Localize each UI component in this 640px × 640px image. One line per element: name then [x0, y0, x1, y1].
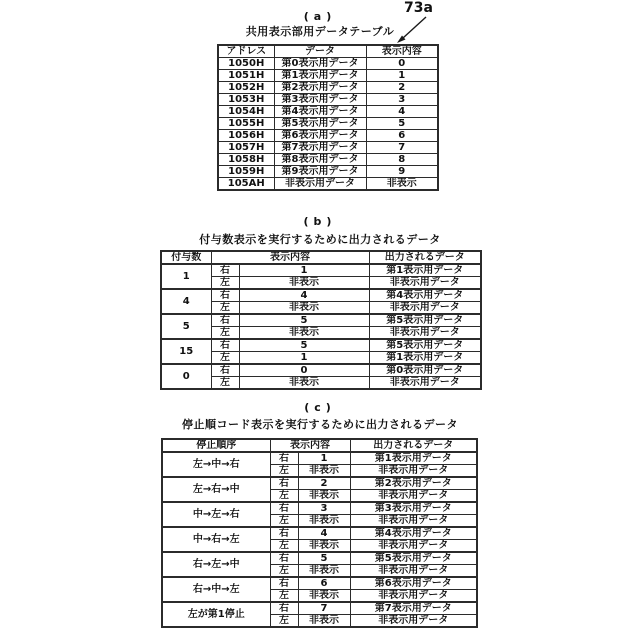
output-data-cell: 非表示用データ	[350, 565, 477, 578]
side-cell: 右	[270, 552, 298, 565]
display-value-cell: 3	[298, 502, 350, 515]
address-cell: 1059H	[218, 166, 274, 178]
display-value-cell: 1	[239, 352, 369, 365]
address-cell: 1057H	[218, 142, 274, 154]
side-cell: 右	[270, 452, 298, 465]
display-value-cell: 4	[239, 289, 369, 302]
output-data-cell: 第0表示用データ	[369, 364, 481, 377]
side-cell: 右	[270, 502, 298, 515]
table-row	[161, 264, 481, 277]
side-cell: 左	[211, 277, 239, 290]
table-header-row	[161, 251, 481, 264]
data-cell: 第3表示用データ	[274, 94, 366, 106]
table-header-row	[162, 439, 477, 452]
display-value-cell: 非表示	[239, 277, 369, 290]
table-row	[162, 527, 477, 540]
address-cell: 1052H	[218, 82, 274, 94]
section-c-title: 停止順コード表示を実行するために出力されるデータ	[182, 418, 458, 431]
col-header-output-data: 出力されるデータ	[350, 439, 477, 452]
table-row	[162, 577, 477, 590]
data-cell: 第7表示用データ	[274, 142, 366, 154]
table-a-header	[218, 45, 438, 58]
stop-order-cell: 右→左→中	[162, 552, 270, 577]
address-cell: 1050H	[218, 58, 274, 70]
output-data-cell: 第5表示用データ	[369, 339, 481, 352]
side-cell: 右	[270, 477, 298, 490]
table-row	[161, 289, 481, 302]
stop-order-code-output-table	[161, 438, 478, 628]
side-cell: 右	[211, 339, 239, 352]
side-cell: 右	[270, 527, 298, 540]
display-value-cell: 0	[239, 364, 369, 377]
table-row	[218, 94, 438, 106]
display-value-cell: 2	[298, 477, 350, 490]
display-content-cell: 2	[366, 82, 438, 94]
data-cell: 第8表示用データ	[274, 154, 366, 166]
stop-order-cell: 左→右→中	[162, 477, 270, 502]
award-count-cell: 4	[161, 289, 211, 314]
col-header-data: データ	[274, 45, 366, 58]
display-value-cell: 非表示	[298, 590, 350, 603]
col-header-display-content: 表示内容	[270, 439, 350, 452]
address-cell: 1058H	[218, 154, 274, 166]
table-row	[218, 58, 438, 70]
side-cell: 右	[270, 577, 298, 590]
table-b-header	[161, 251, 481, 264]
display-value-cell: 5	[298, 552, 350, 565]
display-content-cell: 5	[366, 118, 438, 130]
section-c-label: (c)	[304, 401, 336, 414]
data-cell: 第4表示用データ	[274, 106, 366, 118]
output-data-cell: 非表示用データ	[350, 465, 477, 478]
output-data-cell: 第4表示用データ	[350, 527, 477, 540]
section-b-title: 付与数表示を実行するために出力されるデータ	[199, 233, 441, 246]
table-row	[161, 364, 481, 377]
output-data-cell: 第7表示用データ	[350, 602, 477, 615]
table-row	[218, 142, 438, 154]
address-cell: 1055H	[218, 118, 274, 130]
output-data-cell: 非表示用データ	[369, 302, 481, 315]
display-value-cell: 非表示	[298, 565, 350, 578]
section-a-label: (a)	[303, 10, 337, 23]
col-header-stop-order: 停止順序	[162, 439, 270, 452]
col-header-output-data: 出力されるデータ	[369, 251, 481, 264]
side-cell: 左	[211, 352, 239, 365]
award-count-cell: 0	[161, 364, 211, 389]
address-cell: 1054H	[218, 106, 274, 118]
side-cell: 左	[270, 615, 298, 628]
output-data-cell: 非表示用データ	[350, 590, 477, 603]
display-value-cell: 非表示	[239, 327, 369, 340]
table-row	[162, 502, 477, 515]
data-cell: 第2表示用データ	[274, 82, 366, 94]
display-value-cell: 非表示	[298, 615, 350, 628]
table-row	[162, 477, 477, 490]
data-cell: 第0表示用データ	[274, 58, 366, 70]
table-row	[162, 552, 477, 565]
display-content-cell: 3	[366, 94, 438, 106]
display-content-cell: 6	[366, 130, 438, 142]
col-header-display-content: 表示内容	[366, 45, 438, 58]
output-data-cell: 非表示用データ	[369, 327, 481, 340]
table-row	[218, 70, 438, 82]
table-c-header	[162, 439, 477, 452]
display-value-cell: 5	[239, 339, 369, 352]
display-value-cell: 7	[298, 602, 350, 615]
side-cell: 左	[270, 515, 298, 528]
output-data-cell: 第1表示用データ	[369, 264, 481, 277]
display-value-cell: 6	[298, 577, 350, 590]
display-value-cell: 5	[239, 314, 369, 327]
figure-ref-arrow-icon	[390, 13, 436, 47]
table-row	[218, 154, 438, 166]
award-count-output-table	[160, 250, 482, 390]
side-cell: 左	[211, 377, 239, 390]
display-value-cell: 1	[298, 452, 350, 465]
table-b-body	[161, 264, 481, 389]
award-count-cell: 15	[161, 339, 211, 364]
output-data-cell: 第6表示用データ	[350, 577, 477, 590]
shared-display-data-table	[217, 44, 439, 191]
data-cell: 非表示用データ	[274, 178, 366, 191]
side-cell: 右	[270, 602, 298, 615]
stop-order-cell: 中→左→右	[162, 502, 270, 527]
output-data-cell: 非表示用データ	[350, 515, 477, 528]
output-data-cell: 第5表示用データ	[369, 314, 481, 327]
output-data-cell: 第1表示用データ	[350, 452, 477, 465]
table-row	[162, 452, 477, 465]
table-row	[218, 130, 438, 142]
data-cell: 第5表示用データ	[274, 118, 366, 130]
stop-order-cell: 右→中→左	[162, 577, 270, 602]
output-data-cell: 非表示用データ	[369, 277, 481, 290]
display-content-cell: 4	[366, 106, 438, 118]
side-cell: 左	[270, 565, 298, 578]
output-data-cell: 第3表示用データ	[350, 502, 477, 515]
stop-order-cell: 中→右→左	[162, 527, 270, 552]
table-row	[161, 314, 481, 327]
address-cell: 1051H	[218, 70, 274, 82]
output-data-cell: 第1表示用データ	[369, 352, 481, 365]
address-cell: 1056H	[218, 130, 274, 142]
table-header-row	[218, 45, 438, 58]
display-content-cell: 1	[366, 70, 438, 82]
col-header-address: アドレス	[218, 45, 274, 58]
table-row	[218, 178, 438, 191]
output-data-cell: 非表示用データ	[350, 540, 477, 553]
data-cell: 第1表示用データ	[274, 70, 366, 82]
section-a-title: 共用表示部用データテーブル	[245, 25, 395, 38]
display-value-cell: 非表示	[298, 465, 350, 478]
stop-order-cell: 左→中→右	[162, 452, 270, 477]
award-count-cell: 5	[161, 314, 211, 339]
table-row	[218, 106, 438, 118]
output-data-cell: 非表示用データ	[350, 615, 477, 628]
data-cell: 第9表示用データ	[274, 166, 366, 178]
display-content-cell: 9	[366, 166, 438, 178]
output-data-cell: 第5表示用データ	[350, 552, 477, 565]
output-data-cell: 第4表示用データ	[369, 289, 481, 302]
display-value-cell: 非表示	[298, 515, 350, 528]
output-data-cell: 第2表示用データ	[350, 477, 477, 490]
table-row	[218, 166, 438, 178]
table-row	[218, 118, 438, 130]
side-cell: 右	[211, 289, 239, 302]
data-cell: 第6表示用データ	[274, 130, 366, 142]
side-cell: 右	[211, 314, 239, 327]
output-data-cell: 非表示用データ	[369, 377, 481, 390]
address-cell: 105AH	[218, 178, 274, 191]
figure-ref-label: 73a	[404, 0, 433, 16]
col-header-display-content: 表示内容	[211, 251, 369, 264]
side-cell: 左	[270, 465, 298, 478]
section-b-label: (b)	[303, 215, 337, 228]
side-cell: 左	[270, 490, 298, 503]
table-a-body	[218, 58, 438, 191]
display-value-cell: 非表示	[239, 377, 369, 390]
display-value-cell: 非表示	[239, 302, 369, 315]
col-header-award-count: 付与数	[161, 251, 211, 264]
side-cell: 左	[211, 327, 239, 340]
output-data-cell: 非表示用データ	[350, 490, 477, 503]
side-cell: 左	[270, 590, 298, 603]
address-cell: 1053H	[218, 94, 274, 106]
display-value-cell: 1	[239, 264, 369, 277]
display-value-cell: 非表示	[298, 490, 350, 503]
display-content-cell: 8	[366, 154, 438, 166]
side-cell: 右	[211, 264, 239, 277]
table-row	[162, 602, 477, 615]
side-cell: 左	[270, 540, 298, 553]
table-row	[161, 339, 481, 352]
display-value-cell: 4	[298, 527, 350, 540]
display-content-cell: 0	[366, 58, 438, 70]
side-cell: 右	[211, 364, 239, 377]
side-cell: 左	[211, 302, 239, 315]
table-row	[218, 82, 438, 94]
table-c-body	[162, 452, 477, 627]
display-content-cell: 非表示	[366, 178, 438, 191]
award-count-cell: 1	[161, 264, 211, 289]
display-value-cell: 非表示	[298, 540, 350, 553]
stop-order-cell: 左が第1停止	[162, 602, 270, 627]
display-content-cell: 7	[366, 142, 438, 154]
